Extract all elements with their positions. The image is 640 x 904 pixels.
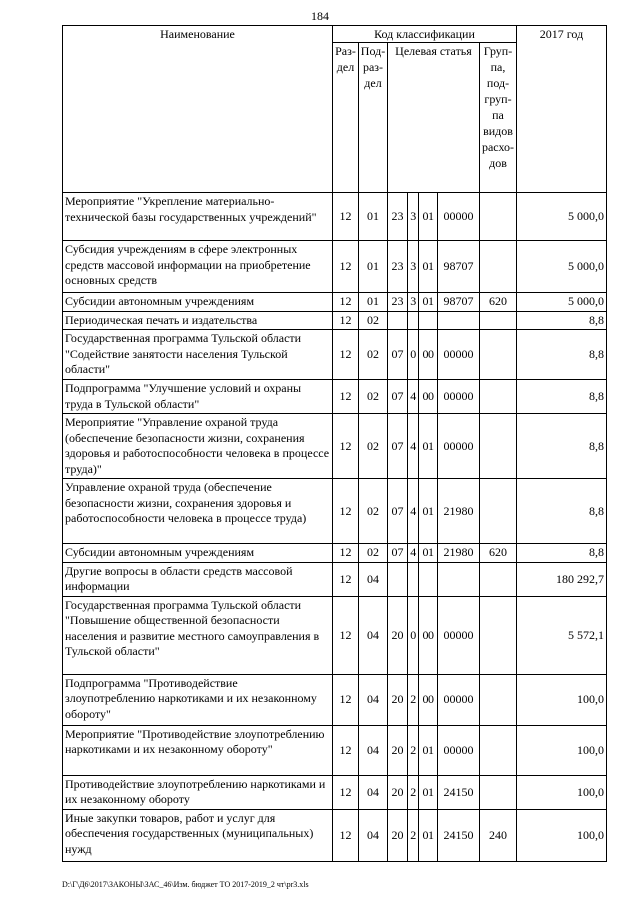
cell-target-program: 07 bbox=[388, 544, 408, 563]
cell-target-program: 20 bbox=[388, 674, 408, 725]
table-row bbox=[63, 380, 607, 414]
cell-target-program: 23 bbox=[388, 241, 408, 293]
table-row bbox=[63, 241, 607, 293]
cell-group bbox=[480, 596, 517, 674]
cell-target-program: 20 bbox=[388, 725, 408, 775]
page-number: 184 bbox=[311, 9, 329, 23]
table-row bbox=[63, 311, 607, 330]
cell-target-direction: 24150 bbox=[438, 775, 480, 809]
cell-amount: 5 000,0 bbox=[517, 241, 607, 293]
cell-name: Мероприятие "Противодействие злоупотреблению наркотиками и их незаконному обороту" bbox=[63, 725, 333, 775]
file-path-footer: D:\Г\Д6\2017\ЗАКОНЫ\ЗАС_46\Изм. бюджет ТО 2017-2019_2 чт\pr3.xls bbox=[62, 880, 309, 889]
cell-amount: 8,8 bbox=[517, 414, 607, 479]
cell-name: Субсидия учреждениям в сфере электронных средств массовой информации на приобретение основных средств bbox=[63, 241, 333, 293]
cell-name: Субсидии автономным учреждениям bbox=[63, 544, 333, 563]
cell-target-direction: 00000 bbox=[438, 674, 480, 725]
cell-amount: 5 000,0 bbox=[517, 293, 607, 312]
cell-target-event: 00 bbox=[419, 674, 438, 725]
cell-group bbox=[480, 330, 517, 380]
cell-name: Управление охраной труда (обеспечение безопасности жизни, сохранения здоровья и работоспособности человека в процессе труда) bbox=[63, 479, 333, 544]
header-group: Груп- па, под- груп- па видов расхо- дов bbox=[480, 43, 517, 193]
cell-target-subprogram: 4 bbox=[408, 380, 419, 414]
cell-razdel: 12 bbox=[333, 562, 359, 596]
cell-razdel: 12 bbox=[333, 311, 359, 330]
cell-podrazdel: 01 bbox=[359, 241, 388, 293]
cell-podrazdel: 02 bbox=[359, 311, 388, 330]
cell-target-subprogram: 2 bbox=[408, 809, 419, 861]
table-row bbox=[63, 330, 607, 380]
cell-target-direction: 00000 bbox=[438, 193, 480, 241]
table-row bbox=[63, 544, 607, 563]
cell-target-program: 07 bbox=[388, 330, 408, 380]
cell-razdel: 12 bbox=[333, 479, 359, 544]
cell-group bbox=[480, 775, 517, 809]
cell-target-direction: 00000 bbox=[438, 330, 480, 380]
cell-amount: 5 572,1 bbox=[517, 596, 607, 674]
cell-target-subprogram bbox=[408, 562, 419, 596]
cell-target-direction: 98707 bbox=[438, 293, 480, 312]
cell-target-subprogram: 0 bbox=[408, 596, 419, 674]
cell-target-subprogram: 4 bbox=[408, 414, 419, 479]
cell-target-subprogram: 0 bbox=[408, 330, 419, 380]
cell-target-event: 01 bbox=[419, 775, 438, 809]
cell-target-subprogram: 2 bbox=[408, 725, 419, 775]
cell-podrazdel: 02 bbox=[359, 330, 388, 380]
table-row bbox=[63, 775, 607, 809]
cell-podrazdel: 02 bbox=[359, 414, 388, 479]
cell-target-event: 01 bbox=[419, 193, 438, 241]
cell-name: Периодическая печать и издательства bbox=[63, 311, 333, 330]
cell-razdel: 12 bbox=[333, 775, 359, 809]
cell-target-program: 07 bbox=[388, 414, 408, 479]
cell-target-program: 07 bbox=[388, 479, 408, 544]
cell-target-direction bbox=[438, 562, 480, 596]
cell-target-event: 01 bbox=[419, 809, 438, 861]
cell-target-program bbox=[388, 562, 408, 596]
cell-target-event: 00 bbox=[419, 380, 438, 414]
cell-target-direction: 00000 bbox=[438, 725, 480, 775]
header-razdel: Раз- дел bbox=[333, 43, 359, 193]
table-body bbox=[63, 193, 607, 862]
cell-razdel: 12 bbox=[333, 725, 359, 775]
cell-target-program: 20 bbox=[388, 775, 408, 809]
cell-name: Другие вопросы в области средств массовой информации bbox=[63, 562, 333, 596]
cell-target-event: 00 bbox=[419, 596, 438, 674]
table-row bbox=[63, 725, 607, 775]
cell-target-direction: 00000 bbox=[438, 596, 480, 674]
cell-group bbox=[480, 241, 517, 293]
cell-target-subprogram bbox=[408, 311, 419, 330]
cell-podrazdel: 04 bbox=[359, 809, 388, 861]
cell-razdel: 12 bbox=[333, 596, 359, 674]
cell-target-event: 01 bbox=[419, 414, 438, 479]
cell-name: Мероприятие "Укрепление материально-технической базы государственных учреждений" bbox=[63, 193, 333, 241]
cell-target-direction: 00000 bbox=[438, 414, 480, 479]
cell-group: 240 bbox=[480, 809, 517, 861]
cell-target-subprogram: 2 bbox=[408, 775, 419, 809]
cell-podrazdel: 02 bbox=[359, 479, 388, 544]
cell-podrazdel: 01 bbox=[359, 293, 388, 312]
cell-razdel: 12 bbox=[333, 544, 359, 563]
cell-group: 620 bbox=[480, 293, 517, 312]
cell-amount: 180 292,7 bbox=[517, 562, 607, 596]
cell-group bbox=[480, 193, 517, 241]
table-row bbox=[63, 414, 607, 479]
header-target: Целевая статья bbox=[388, 43, 480, 193]
cell-name: Иные закупки товаров, работ и услуг для обеспечения государственных (муниципальных) нужд bbox=[63, 809, 333, 861]
cell-amount: 100,0 bbox=[517, 674, 607, 725]
cell-target-direction bbox=[438, 311, 480, 330]
cell-razdel: 12 bbox=[333, 674, 359, 725]
cell-target-program: 20 bbox=[388, 596, 408, 674]
cell-amount: 100,0 bbox=[517, 809, 607, 861]
table-row bbox=[63, 809, 607, 861]
header-year: 2017 год bbox=[517, 26, 607, 193]
cell-target-subprogram: 4 bbox=[408, 479, 419, 544]
cell-name: Мероприятие "Управление охраной труда (обеспечение безопасности жизни, сохранения здоровья и работоспособности человека в процессе труда)" bbox=[63, 414, 333, 479]
cell-target-event bbox=[419, 562, 438, 596]
cell-amount: 100,0 bbox=[517, 775, 607, 809]
cell-amount: 8,8 bbox=[517, 380, 607, 414]
cell-target-event: 01 bbox=[419, 293, 438, 312]
cell-name: Подпрограмма "Улучшение условий и охраны труда в Тульской области" bbox=[63, 380, 333, 414]
cell-amount: 8,8 bbox=[517, 330, 607, 380]
table-row bbox=[63, 562, 607, 596]
cell-podrazdel: 04 bbox=[359, 725, 388, 775]
cell-podrazdel: 04 bbox=[359, 562, 388, 596]
cell-target-program: 20 bbox=[388, 809, 408, 861]
cell-target-direction: 00000 bbox=[438, 380, 480, 414]
cell-razdel: 12 bbox=[333, 293, 359, 312]
cell-target-subprogram: 3 bbox=[408, 193, 419, 241]
cell-group bbox=[480, 725, 517, 775]
cell-target-subprogram: 3 bbox=[408, 241, 419, 293]
cell-group bbox=[480, 562, 517, 596]
cell-name: Субсидии автономным учреждениям bbox=[63, 293, 333, 312]
cell-podrazdel: 04 bbox=[359, 674, 388, 725]
cell-target-subprogram: 3 bbox=[408, 293, 419, 312]
cell-target-event: 01 bbox=[419, 544, 438, 563]
cell-group: 620 bbox=[480, 544, 517, 563]
table-row bbox=[63, 193, 607, 241]
cell-podrazdel: 04 bbox=[359, 775, 388, 809]
cell-target-direction: 21980 bbox=[438, 479, 480, 544]
cell-group bbox=[480, 414, 517, 479]
cell-name: Противодействие злоупотреблению наркотиками и их незаконному обороту bbox=[63, 775, 333, 809]
cell-target-event: 01 bbox=[419, 241, 438, 293]
cell-group bbox=[480, 674, 517, 725]
cell-target-program: 23 bbox=[388, 193, 408, 241]
cell-podrazdel: 04 bbox=[359, 596, 388, 674]
budget-table bbox=[62, 25, 607, 862]
cell-target-program bbox=[388, 311, 408, 330]
table-row bbox=[63, 293, 607, 312]
cell-amount: 8,8 bbox=[517, 544, 607, 563]
cell-target-program: 07 bbox=[388, 380, 408, 414]
cell-name: Государственная программа Тульской области "Повышение общественной безопасности населения и развитие местного самоуправления в Тульской области" bbox=[63, 596, 333, 674]
header-podrazdel: Под- раз- дел bbox=[359, 43, 388, 193]
table-row bbox=[63, 596, 607, 674]
table-row bbox=[63, 674, 607, 725]
cell-group bbox=[480, 380, 517, 414]
table-row bbox=[63, 479, 607, 544]
header-code: Код классификации bbox=[333, 26, 517, 43]
cell-group bbox=[480, 479, 517, 544]
cell-podrazdel: 02 bbox=[359, 380, 388, 414]
cell-target-event: 01 bbox=[419, 725, 438, 775]
cell-target-direction: 98707 bbox=[438, 241, 480, 293]
cell-target-event: 01 bbox=[419, 479, 438, 544]
cell-amount: 8,8 bbox=[517, 311, 607, 330]
cell-razdel: 12 bbox=[333, 414, 359, 479]
cell-target-program: 23 bbox=[388, 293, 408, 312]
cell-amount: 5 000,0 bbox=[517, 193, 607, 241]
cell-target-direction: 21980 bbox=[438, 544, 480, 563]
cell-razdel: 12 bbox=[333, 380, 359, 414]
cell-target-direction: 24150 bbox=[438, 809, 480, 861]
header-name: Наименование bbox=[63, 26, 333, 193]
cell-amount: 8,8 bbox=[517, 479, 607, 544]
cell-name: Государственная программа Тульской области "Содействие занятости населения Тульской области" bbox=[63, 330, 333, 380]
cell-razdel: 12 bbox=[333, 193, 359, 241]
cell-razdel: 12 bbox=[333, 241, 359, 293]
cell-target-subprogram: 4 bbox=[408, 544, 419, 563]
cell-podrazdel: 01 bbox=[359, 193, 388, 241]
cell-target-event bbox=[419, 311, 438, 330]
cell-group bbox=[480, 311, 517, 330]
cell-target-subprogram: 2 bbox=[408, 674, 419, 725]
cell-razdel: 12 bbox=[333, 330, 359, 380]
cell-name: Подпрограмма "Противодействие злоупотреблению наркотиками и их незаконному обороту" bbox=[63, 674, 333, 725]
cell-amount: 100,0 bbox=[517, 725, 607, 775]
cell-podrazdel: 02 bbox=[359, 544, 388, 563]
cell-razdel: 12 bbox=[333, 809, 359, 861]
cell-target-event: 00 bbox=[419, 330, 438, 380]
